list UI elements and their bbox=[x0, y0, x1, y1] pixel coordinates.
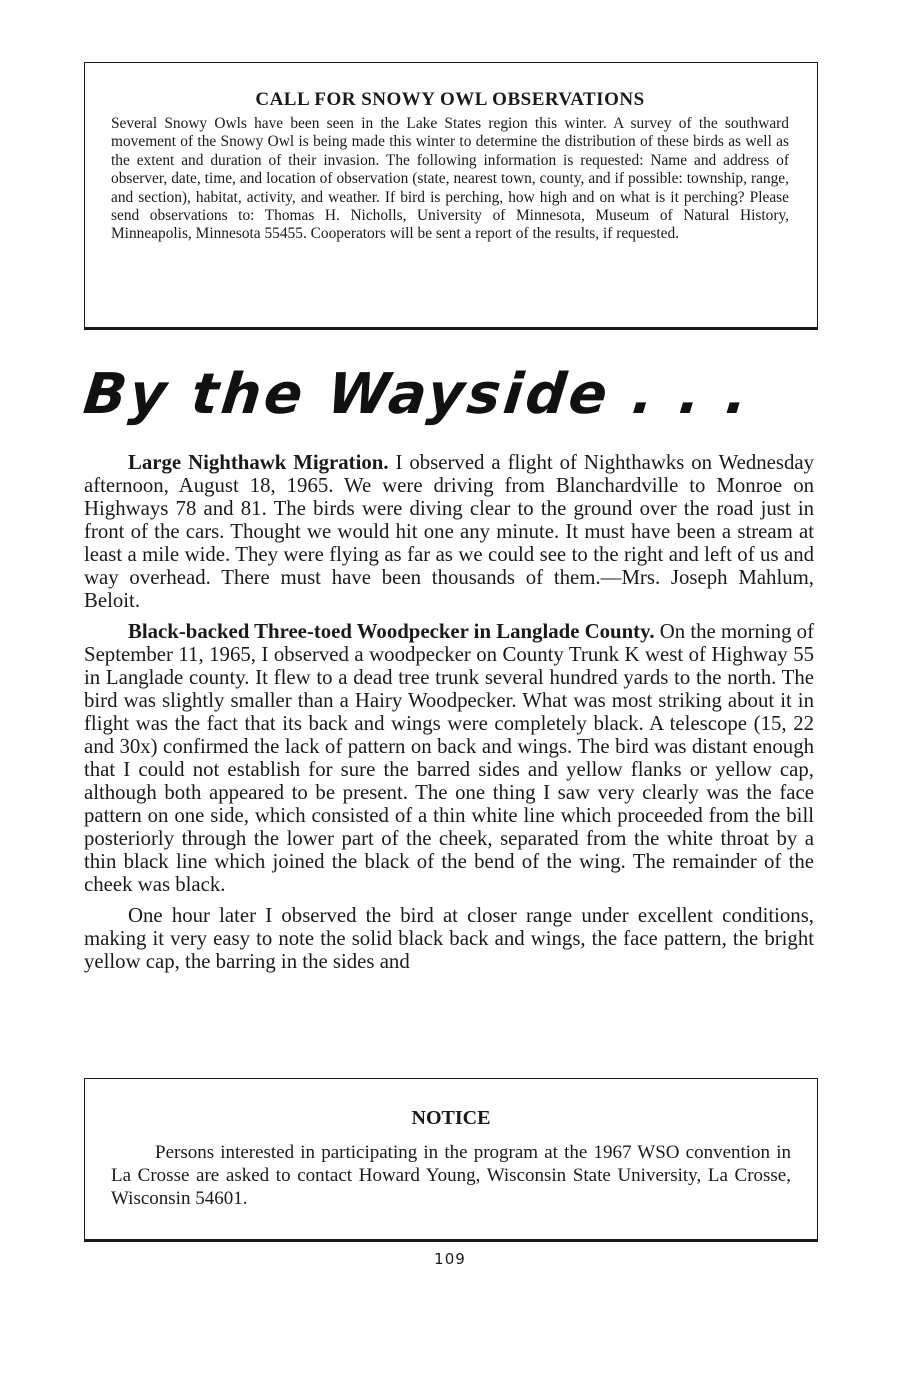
article-text: I observed a flight of Nighthawks on Wednesday afternoon, August 18, 1965. We were driving from Blanchardville to Monroe on Highways 78 and 81. The birds were diving clear to the ground over the road just in front of the cars. Thought we would hit one any minute. It must have been a stream at least a mile wide. They were flying as far as we could see to the right and left of us and way overhead. There must have been thousands of them.—Mrs. Joseph Mahlum, Beloit. bbox=[84, 451, 814, 612]
article-paragraph bbox=[84, 904, 814, 973]
article-heading: Large Nighthawk Migration. bbox=[128, 451, 389, 474]
notice-text: Persons interested in participating in the program at the 1967 WSO convention in La Crosse are asked to contact Howard Young, Wisconsin State University, La Crosse, Wisconsin 54601. bbox=[111, 1142, 791, 1209]
page-number: 109 bbox=[434, 1250, 466, 1268]
article-body bbox=[84, 451, 814, 981]
article-text: One hour later I observed the bird at closer range under excellent conditions, making it very easy to note the solid black back and wings, the face pattern, the bright yellow cap, the barring in the sides and bbox=[84, 904, 814, 973]
section-heading: By the Wayside . . . bbox=[80, 362, 754, 427]
snowy-owl-notice-box bbox=[84, 62, 818, 330]
notice-title: NOTICE bbox=[411, 1107, 491, 1129]
snowy-owl-title: CALL FOR SNOWY OWL OBSERVATIONS bbox=[255, 89, 645, 110]
article-heading: Black-backed Three-toed Woodpecker in Langlade County. bbox=[128, 620, 655, 643]
notice-box bbox=[84, 1078, 818, 1242]
article-text: On the morning of September 11, 1965, I observed a woodpecker on County Trunk K west of Highway 55 in Langlade county. It flew to a dead tree trunk several hundred yards to the north. The bird was slightly smaller than a Hairy Woodpecker. What was most striking about it in flight was the fact that its back and wings were completely black. A telescope (15, 22 and 30x) confirmed the lack of pattern on back and wings. The bird was distant enough that I could not establish for sure the barred sides and yellow flanks or yellow cap, although both appeared to be present. The one thing I saw very clearly was the face pattern on one side, which consisted of a thin white line which proceeded from the bill posteriorly through the lower part of the cheek, separated from the white throat by a thin black line which joined the black of the bend of the wing. The remainder of the cheek was black. bbox=[84, 620, 814, 896]
article-paragraph bbox=[84, 620, 814, 896]
article-paragraph bbox=[84, 451, 814, 612]
snowy-owl-text: Several Snowy Owls have been seen in the Lake States region this winter. A survey of the southward movement of the Snowy Owl is being made this winter to determine the distribution of these birds as well as the extent and duration of their invasion. The following information is requested: Name and address of observer, date, time, and location of observation (state, nearest town, county, and if possible: township, range, and section), habitat, activity, and weather. If bird is perching, how high and on what is it perching? Please send observations to: Thomas H. Nicholls, University of Minnesota, Museum of Natural History, Minneapolis, Minnesota 55455. Cooperators will be sent a report of the results, if requested. bbox=[111, 115, 789, 243]
